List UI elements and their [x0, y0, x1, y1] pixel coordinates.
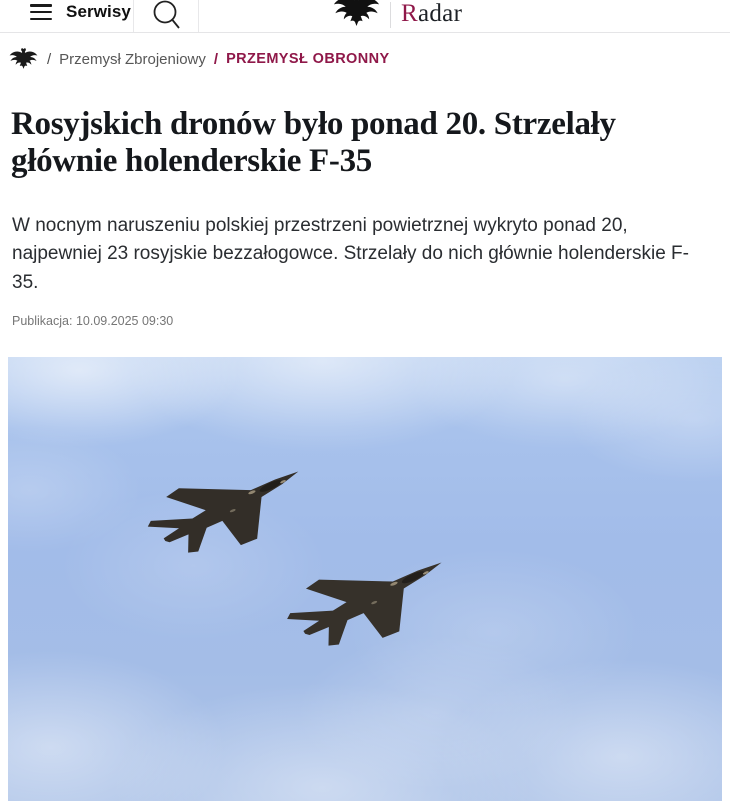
hero-image: [8, 357, 722, 801]
header-divider: [198, 0, 199, 33]
logo-letter-accent: R: [401, 0, 418, 27]
hamburger-menu-icon[interactable]: [30, 4, 52, 24]
f35-jet-silhouette-wingman: [251, 528, 497, 668]
publication-datetime: 10.09.2025 09:30: [75, 314, 174, 329]
article-lead: W nocnym naruszeniu polskiej przestrzeni powietrznej wykryto ponad 20, najpewniej 23 rosyjskie bezzałogowce. Strzelały do nich głównie holenderskie F-35.: [12, 214, 689, 293]
article-title: Rosyjskich dronów było ponad 20. Strzelały głównie holenderskie F-35: [11, 106, 616, 180]
header-divider: [133, 0, 134, 33]
breadcrumb-item-przemysl-zbrojeniowy[interactable]: Przemysł Zbrojeniowy: [59, 50, 206, 68]
publication-date: [12, 314, 730, 328]
logo-divider: [390, 2, 391, 28]
breadcrumb: [8, 48, 730, 70]
f35-jet-silhouette-lead: [113, 438, 353, 575]
breadcrumb-item-przemysl-obronny[interactable]: PRZEMYSŁ OBRONNY: [226, 51, 390, 67]
breadcrumb-home-eagle-icon[interactable]: [8, 48, 39, 70]
breadcrumb-separator: /: [47, 50, 52, 68]
eagle-icon: [333, 0, 380, 31]
logo-letters-rest: adar: [417, 0, 463, 27]
services-menu-button[interactable]: Serwisy: [66, 2, 131, 21]
logo-wordmark: [401, 0, 462, 30]
top-navigation-bar: [0, 0, 730, 33]
breadcrumb-separator: /: [213, 50, 219, 68]
publication-label: Publikacja:: [12, 314, 73, 329]
article-main: [0, 106, 730, 801]
search-icon[interactable]: [150, 0, 184, 33]
